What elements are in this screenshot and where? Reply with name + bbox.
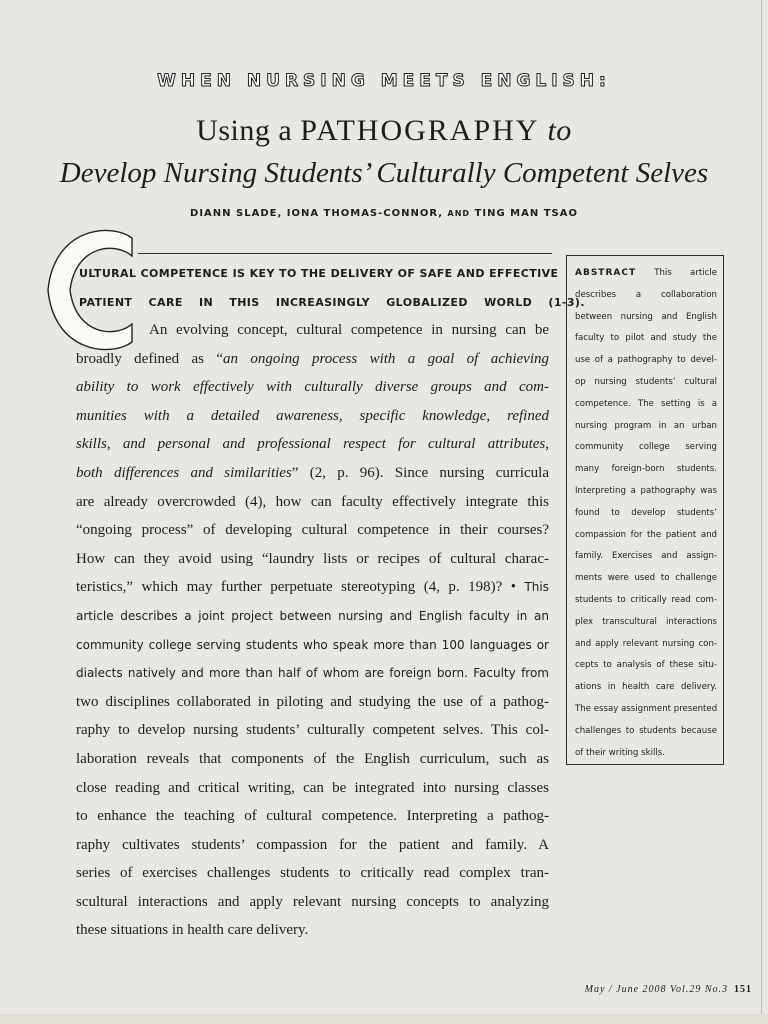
quoted-definition: both differences and similarities (76, 464, 292, 481)
abstract-line: plex transcultural interactions (575, 616, 717, 627)
abstract-line: use of a pathography to devel- (575, 355, 717, 366)
body-line: close reading and critical writing, can be integrated into nursing classes (76, 779, 549, 796)
title-caps-segment: PATHOGRAPHY (300, 114, 540, 147)
abstract-line: community college serving (575, 442, 717, 453)
body-line: scultural interactions and apply relevant nursing concepts to analyzing (76, 893, 549, 910)
abstract-label: ABSTRACT (575, 268, 637, 278)
abstract-first-line (575, 263, 717, 285)
body-line: are already overcrowded (4), how can faculty effectively integrate this (76, 493, 549, 510)
byline-and: AND (447, 209, 471, 218)
abstract-line: cepts to analysis of these situ- (575, 660, 717, 671)
page-edge (761, 0, 762, 1024)
quoted-definition: an ongoing process with a goal of achieving (223, 350, 549, 367)
abstract-line: family. Exercises and assign- (575, 551, 717, 562)
body-line (76, 602, 549, 631)
sans-text-run: article describes a joint project between nursing and English faculty in an (76, 608, 549, 623)
abstract-line: The essay assignment presented (575, 703, 717, 714)
title-segment: to (539, 114, 572, 147)
body-line: An evolving concept, cultural competence in nursing can be (149, 322, 549, 338)
issue-info: May / June 2008 Vol.29 No.3 (584, 984, 728, 995)
abstract-first-line-text: This article (654, 268, 717, 278)
abstract-line: compassion for the patient and (575, 529, 717, 540)
quoted-definition: munities with a detailed awareness, specific knowledge, refined (76, 407, 549, 424)
article-title-line1 (0, 114, 768, 148)
abstract-line: describes a collaboration (575, 289, 717, 300)
abstract-line: op nursing students’ cultural (575, 376, 717, 387)
body-line (76, 659, 549, 688)
body-line: these situations in health care delivery. (76, 922, 309, 939)
body-line: laboration reveals that components of the English curriculum, such as (76, 750, 549, 767)
body-line: teristics,” which may further perpetuate stereotyping (4, p. 198)? • This (76, 579, 549, 596)
sans-text-run: community college serving students who speak more than 100 languages or (76, 637, 549, 652)
body-line (76, 430, 549, 459)
article-body (76, 316, 549, 945)
abstract-line: and apply relevant nursing con- (575, 638, 717, 649)
lead-in-line-1: ULTURAL COMPETENCE IS KEY TO THE DELIVERY OF SAFE AND EFFECTIVE (79, 267, 559, 280)
byline-last-author: TING MAN TSAO (474, 208, 578, 219)
body-line (76, 631, 549, 660)
body-line: How can they avoid using “laundry lists or recipes of cultural charac- (76, 550, 549, 567)
abstract-line: between nursing and English (575, 311, 717, 322)
body-line: broadly defined as “an ongoing process with a goal of achieving (76, 350, 549, 367)
lead-in-line-2: PATIENT CARE IN THIS INCREASINGLY GLOBALIZED WORLD (1-3). (79, 296, 585, 309)
body-line (76, 373, 549, 402)
sans-text-run: dialects natively and more than half of whom are foreign born. Faculty from (76, 666, 549, 681)
page-footer (585, 984, 752, 995)
page-bottom-edge (0, 1014, 768, 1024)
title-segment: Using a (196, 114, 301, 147)
abstract-line: Interpreting a pathography was (575, 485, 717, 496)
body-line: both differences and similarities” (2, p. 96). Since nursing curricula (76, 464, 549, 481)
abstract-line: many foreign-born students. (575, 464, 717, 475)
abstract-text (575, 285, 717, 765)
abstract-line: challenges to students because (575, 725, 717, 736)
abstract-line: ations in health care delivery. (575, 682, 717, 693)
body-line: raphy to develop nursing students’ culturally competent selves. This col- (76, 722, 549, 739)
abstract-line: ments were used to challenge (575, 573, 717, 584)
abstract-line: faculty to pilot and study the (575, 333, 717, 344)
body-line: series of exercises challenges students to critically read complex tran- (76, 865, 549, 882)
byline (0, 208, 768, 219)
body-line: two disciplines collaborated in piloting and studying the use of a pathog- (76, 693, 549, 710)
abstract-box (566, 255, 724, 765)
sans-text-run: This (524, 580, 549, 595)
abstract-line: competence. The setting is a (575, 398, 717, 409)
body-line: to enhance the teaching of cultural competence. Interpreting a pathog- (76, 808, 549, 825)
abstract-line: of their writing skills. (575, 747, 665, 758)
byline-names: DIANN SLADE, IONA THOMAS-CONNOR, (190, 208, 444, 219)
body-line: “ongoing process” of developing cultural competence in their courses? (76, 522, 549, 539)
abstract-line: nursing program in an urban (575, 420, 717, 431)
page-number: 151 (734, 984, 752, 995)
article-title-line2: Develop Nursing Students’ Culturally Competent Selves (59, 157, 709, 189)
quoted-definition: skills, and personal and professional respect for cultural attributes, (76, 436, 549, 453)
abstract-line: students to critically read com- (575, 594, 717, 605)
header-rule (138, 253, 552, 254)
body-line (76, 402, 549, 431)
abstract-line: found to develop students’ (575, 507, 717, 518)
article-kicker: WHEN NURSING MEETS ENGLISH: (157, 71, 611, 91)
quoted-definition: ability to work effectively with culturally diverse groups and com- (76, 379, 549, 396)
body-line: raphy cultivates students’ compassion for the patient and family. A (76, 836, 549, 853)
